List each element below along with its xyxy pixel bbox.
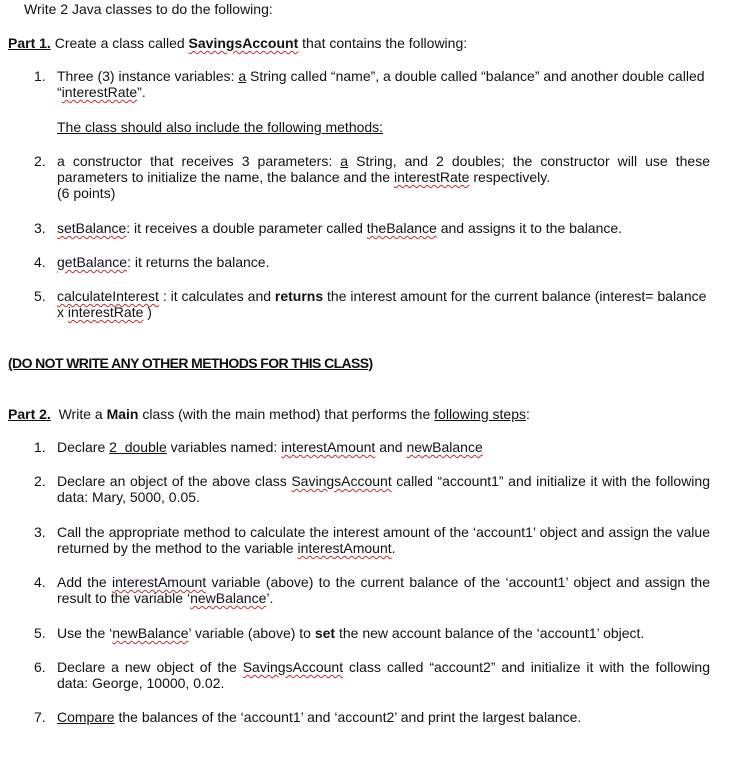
part1-text-before: Create a class called bbox=[50, 35, 189, 51]
returns-bold: returns bbox=[274, 288, 324, 304]
text-segment: ’. bbox=[266, 590, 274, 606]
text-segment: variables named: bbox=[166, 439, 282, 455]
item-number: 5. bbox=[34, 625, 46, 641]
interest-rate-term: interestRate bbox=[67, 304, 144, 320]
interest-rate-term: interestRate bbox=[61, 84, 138, 100]
part1-class-name: SavingsAccount bbox=[188, 35, 299, 51]
text-segment: : it calculates and bbox=[158, 288, 275, 304]
var-name: newBalance bbox=[190, 590, 267, 606]
text-segment-a: a bbox=[340, 153, 349, 169]
text-segment: called “account1” and initialize it with the following data: Mary, 5000, 0.05. bbox=[57, 473, 710, 505]
text-segment: Call the appropriate method to calculate the interest amount of the ‘account1’ object and assign the value returned by the method to the variable bbox=[57, 524, 710, 556]
item-text bbox=[57, 220, 710, 236]
main-bold: Main bbox=[106, 406, 139, 422]
method-name: setBalance bbox=[57, 220, 127, 236]
var-name: newBalance bbox=[406, 439, 483, 455]
item-number: 1. bbox=[34, 68, 46, 84]
set-bold: set bbox=[314, 625, 336, 641]
var-name: interestAmount bbox=[281, 439, 376, 455]
part2-label: Part 2. bbox=[8, 406, 51, 422]
text-segment-a: a bbox=[238, 68, 247, 84]
text-segment: Use the ‘ bbox=[57, 625, 113, 641]
part2-text-after: : bbox=[525, 406, 530, 422]
following-steps: following steps bbox=[434, 406, 526, 422]
text-segment: ”. bbox=[137, 84, 146, 100]
points-label: (6 points) bbox=[57, 185, 116, 201]
item-number: 2. bbox=[34, 153, 46, 169]
interest-rate-term: interestRate bbox=[393, 169, 470, 185]
text-segment: : it returns the balance. bbox=[127, 254, 270, 270]
text-segment: : it receives a double parameter called bbox=[126, 220, 367, 236]
item-text bbox=[57, 659, 710, 691]
text-segment: Add the bbox=[57, 574, 113, 590]
text-segment: the balances of the ‘account1’ and ‘account2’ and print the largest balance. bbox=[114, 709, 582, 725]
item-text bbox=[57, 439, 710, 455]
two-double: 2 double bbox=[109, 439, 167, 455]
warning-text: (DO NOT WRITE ANY OTHER METHODS FOR THIS CLASS) bbox=[8, 355, 373, 371]
methods-heading: The class should also include the following methods: bbox=[57, 119, 384, 135]
item-number: 7. bbox=[34, 709, 46, 725]
text-segment: the interest amount for the current balance (interest= balance x bbox=[57, 288, 707, 320]
item-text bbox=[57, 625, 710, 641]
item-number: 4. bbox=[34, 574, 46, 590]
item-text bbox=[57, 153, 710, 201]
class-name: SavingsAccount bbox=[291, 473, 392, 489]
item-text bbox=[57, 524, 710, 556]
text-segment: respectively. bbox=[469, 169, 551, 185]
text-segment: the new account balance of the ‘account1’ object. bbox=[335, 625, 645, 641]
text-segment: and bbox=[375, 439, 407, 455]
item-text bbox=[57, 709, 710, 725]
part1-heading bbox=[8, 35, 467, 51]
var-name: interestAmount bbox=[297, 540, 392, 556]
var-name: interestAmount bbox=[112, 574, 207, 590]
part2-text-before: Write a bbox=[50, 406, 107, 422]
param-name: theBalance bbox=[366, 220, 437, 236]
item-number: 3. bbox=[34, 524, 46, 540]
item-text bbox=[57, 254, 710, 270]
item-text bbox=[57, 68, 710, 100]
text-segment: Declare an object of the above class bbox=[57, 473, 292, 489]
text-segment: ’ variable (above) to bbox=[188, 625, 315, 641]
item-text bbox=[57, 473, 710, 505]
text-segment: Three (3) instance variables: bbox=[57, 68, 239, 84]
item-number: 3. bbox=[34, 220, 46, 236]
part2-text-mid: class (with the main method) that performs the bbox=[138, 406, 435, 422]
item-number: 1. bbox=[34, 439, 46, 455]
item-number: 2. bbox=[34, 473, 46, 489]
text-segment: String called “name”, a double called “balance” and another double called “ bbox=[57, 68, 705, 100]
text-segment: Declare bbox=[57, 439, 110, 455]
part2-heading bbox=[8, 406, 530, 422]
text-segment: ) bbox=[143, 304, 152, 320]
compare-word: Compare bbox=[57, 709, 115, 725]
item-number: 4. bbox=[34, 254, 46, 270]
text-segment: and assigns it to the balance. bbox=[436, 220, 623, 236]
item-text bbox=[57, 574, 710, 606]
text-segment: class called “account2” and initialize it with the following data: George, 10000, 0.02. bbox=[57, 659, 710, 691]
item-number: 5. bbox=[34, 288, 46, 304]
text-segment: Declare a new object of the bbox=[57, 659, 243, 675]
item-number: 6. bbox=[34, 659, 46, 675]
class-name: SavingsAccount bbox=[242, 659, 344, 675]
var-name: newBalance bbox=[112, 625, 189, 641]
part1-text-after: that contains the following: bbox=[298, 35, 468, 51]
part1-label: Part 1. bbox=[8, 35, 51, 51]
text-segment: . bbox=[391, 540, 396, 556]
method-name: calculateInterest bbox=[57, 288, 159, 304]
method-name: getBalance bbox=[57, 254, 128, 270]
item-text bbox=[57, 288, 710, 320]
text-segment: String, and 2 doubles; the constructor will use these parameters to initialize the name, the balance and the bbox=[57, 153, 710, 185]
text-segment: variable (above) to the current balance of the ‘account1’ object and assign the result to the variable ‘ bbox=[57, 574, 710, 606]
intro-text: Write 2 Java classes to do the following: bbox=[24, 1, 273, 17]
text-segment: a constructor that receives 3 parameters: bbox=[57, 153, 341, 169]
